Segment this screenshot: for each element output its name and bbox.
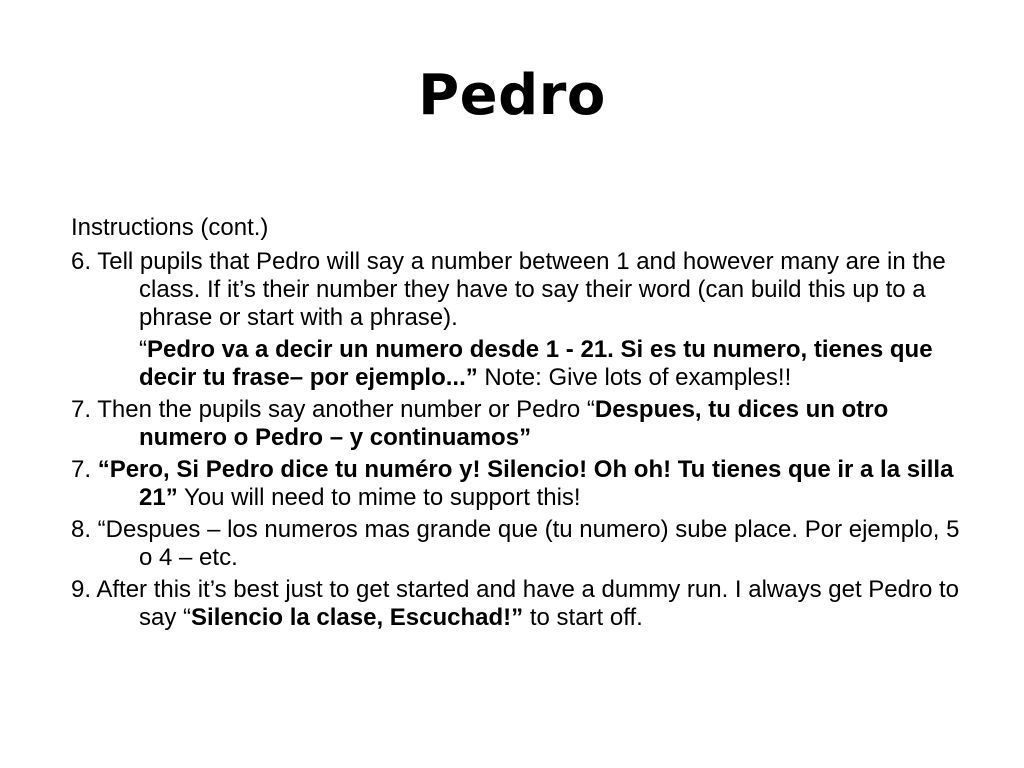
instruction-7a [71,396,971,452]
instruction-6-example-note: Note: Give lots of examples!! [477,364,792,391]
instruction-7b-number: 7. [71,456,98,483]
slide-title: Pedro [418,63,606,128]
instruction-6: 6. Tell pupils that Pedro will say a number between 1 and however many are in the class. If it’s their number they have to say their word (can build this up to a phrase or start with a phrase). [71,248,946,331]
instruction-8: 8. “Despues – los numeros mas grande que (tu numero) sube place. Por ejemplo, 5 o 4 – etc. [71,516,960,571]
instruction-7b-note: You will need to mime to support this! [177,484,581,511]
instruction-7b [71,456,971,512]
instruction-6-example [71,336,971,392]
instruction-9 [71,576,971,632]
instruction-7a-bold: Despues, tu dices un otro numero o Pedro – y continuamos” [139,396,889,451]
quote-open: “ [139,336,147,363]
instruction-9-bold: Silencio la clase, Escuchad!” [191,604,524,631]
slide-body [71,214,971,636]
instruction-7a-text: 7. Then the pupils say another number or Pedro “ [71,396,595,423]
instruction-9-end: to start off. [523,604,643,631]
instruction-9-text: 9. After this it’s best just to get started and have a dummy run. I always get Pedro to say “ [71,576,960,631]
instructions-heading: Instructions (cont.) [71,214,269,241]
instruction-7b-bold: “Pero, Si Pedro dice tu numéro y! Silencio! Oh oh! Tu tienes que ir a la silla 21” [97,456,954,511]
instruction-6-example-bold: Pedro va a decir un numero desde 1 - 21. Si es tu numero, tienes que decir tu frase– por ejemplo...” [139,336,933,391]
